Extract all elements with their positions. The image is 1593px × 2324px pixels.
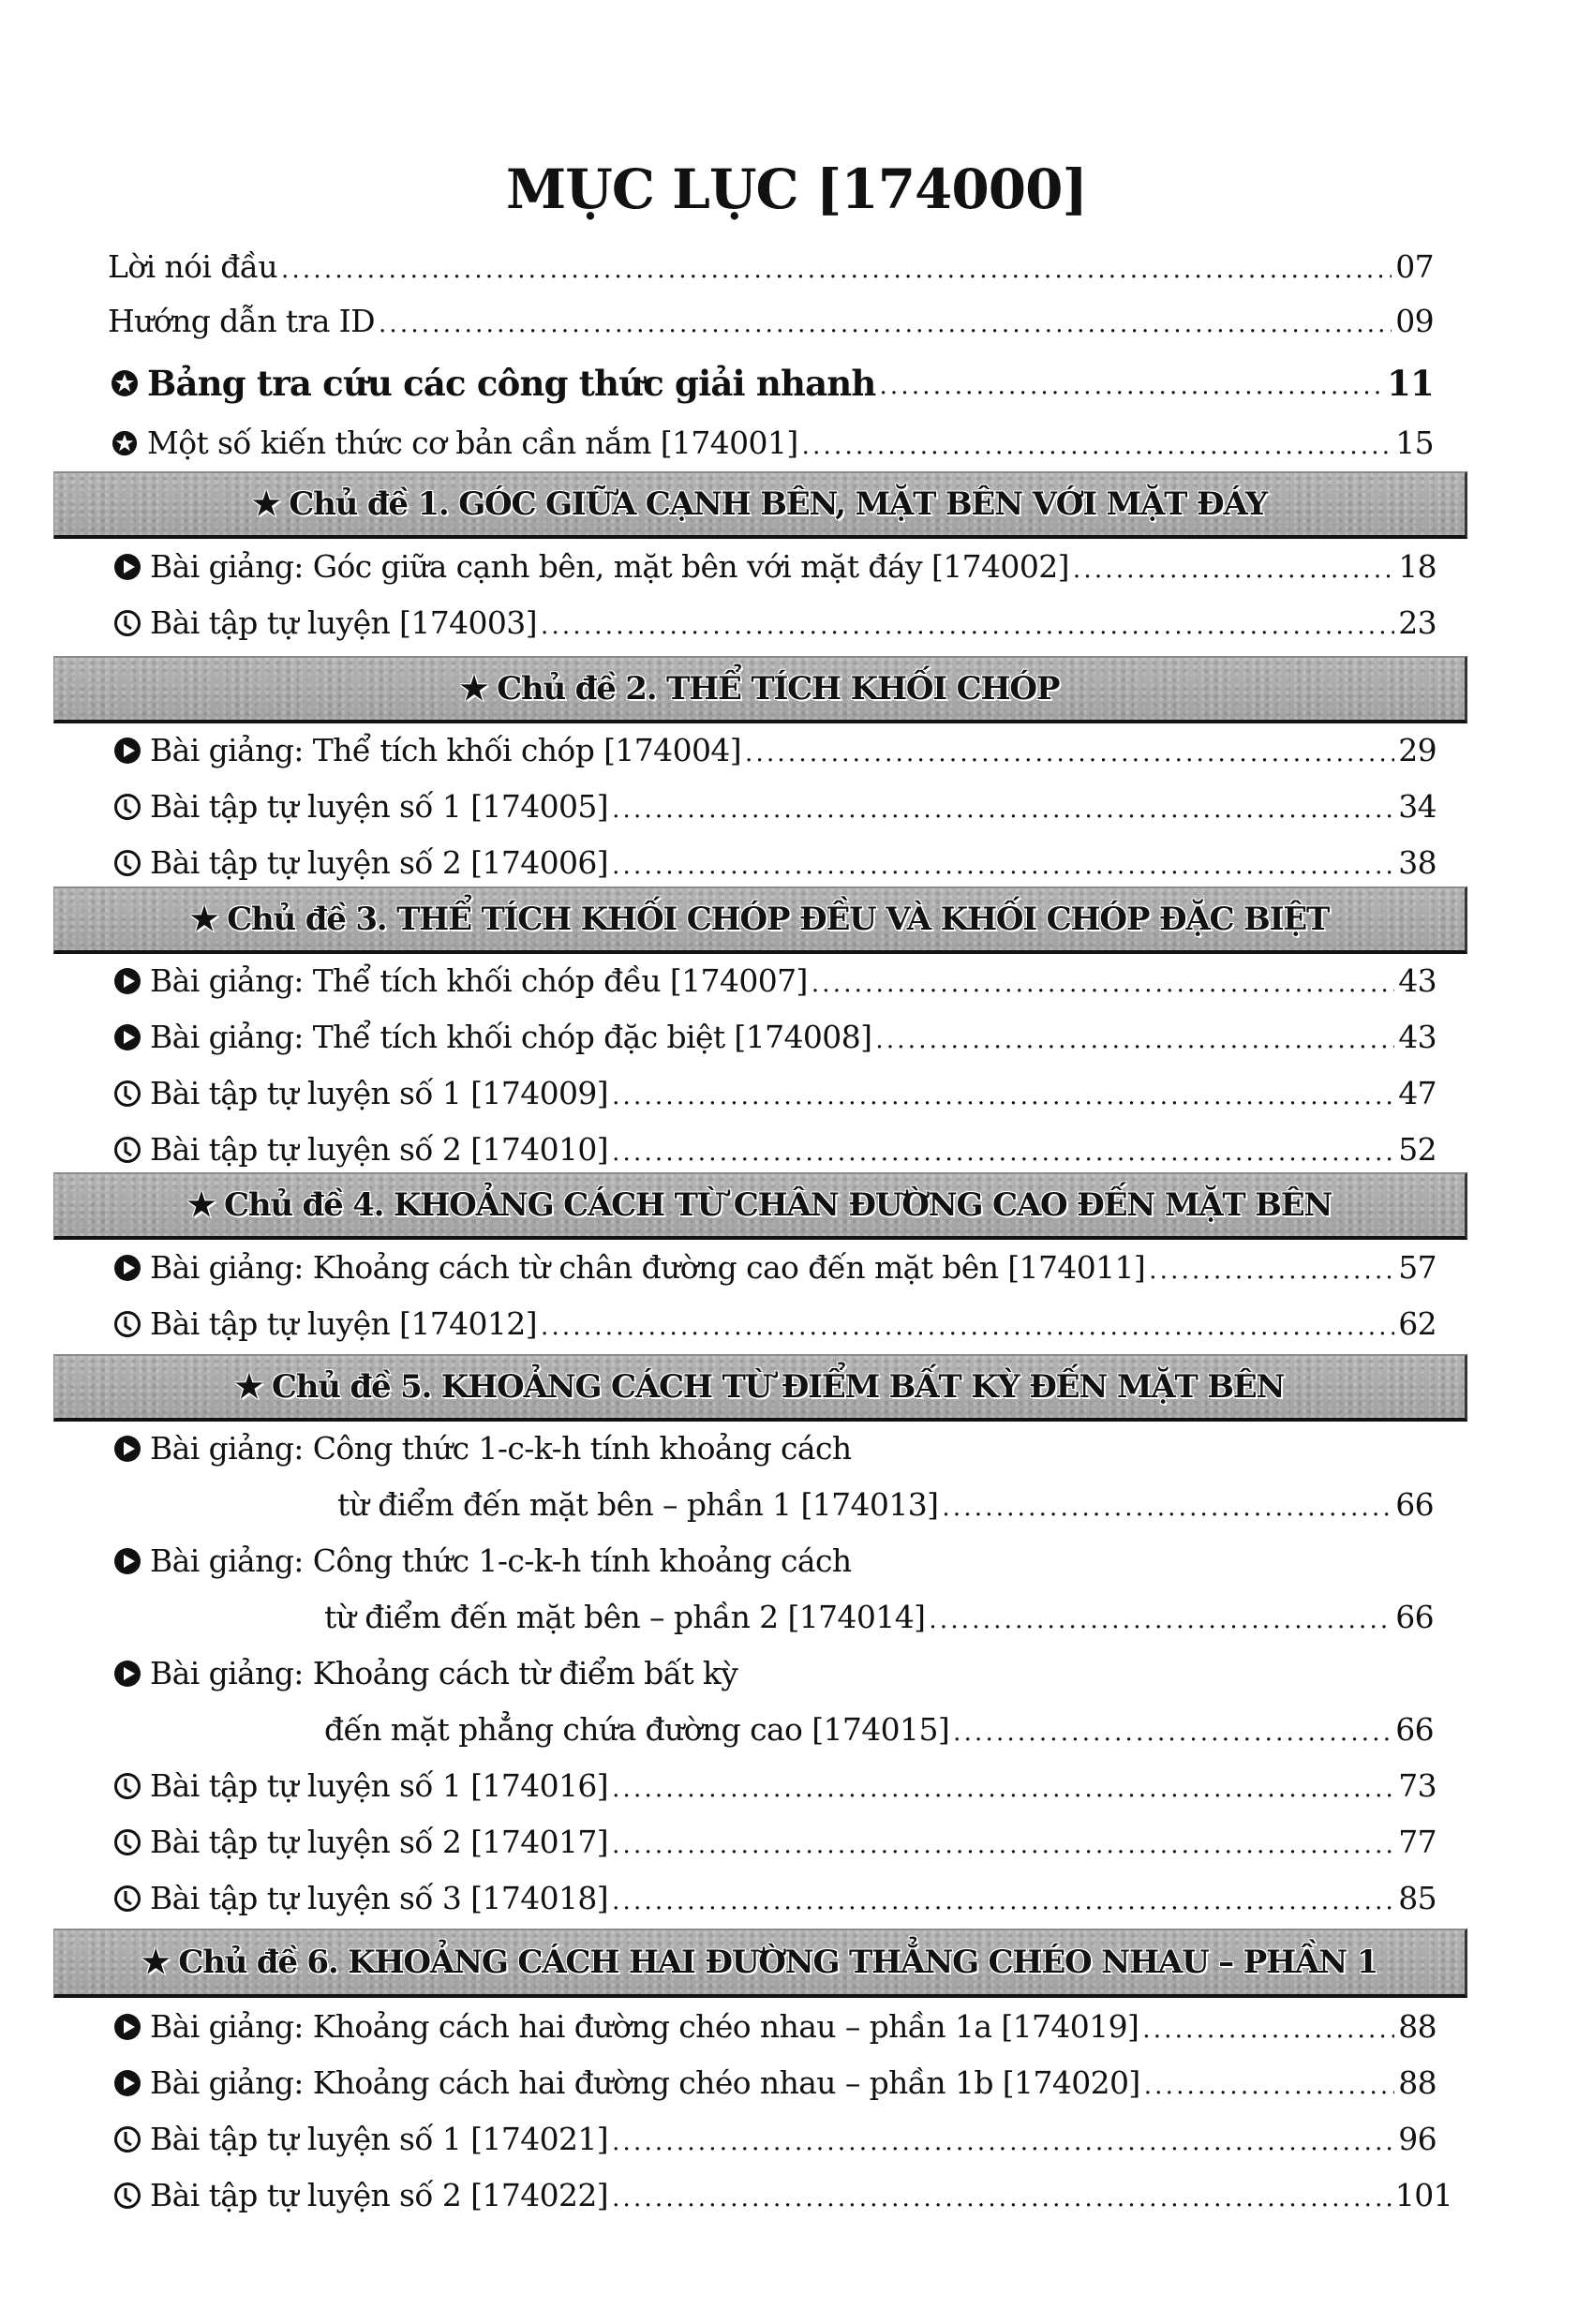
- entry-label: Lời nói đầu: [108, 248, 277, 285]
- toc-entry-lecture-line2[interactable]: [324, 1708, 1434, 1751]
- toc-entry-lecture[interactable]: [111, 729, 1437, 772]
- clock-icon: [111, 2174, 144, 2217]
- dot-leader: [745, 729, 1394, 772]
- dot-leader: [612, 1821, 1394, 1864]
- entry-label: Một số kiến thức cơ bản cần nắm [174001]: [147, 425, 798, 461]
- play-circle-icon: [111, 2005, 144, 2048]
- entry-label: Bài giảng: Công thức 1-c-k-h tính khoảng cách: [150, 1430, 852, 1467]
- page-number: 47: [1398, 1075, 1437, 1111]
- entry-label: Bài giảng: Thể tích khối chóp [174004]: [150, 732, 742, 768]
- toc-entry-exercise[interactable]: [111, 842, 1437, 885]
- dot-leader: [1073, 545, 1394, 588]
- chapter-heading: Chủ đề 5. KHOẢNG CÁCH TỪ ĐIỂM BẤT KỲ ĐẾN MẶT BÊN: [271, 1368, 1285, 1406]
- entry-label: Bài tập tự luyện [174012]: [150, 1305, 537, 1342]
- entry-label: Bài giảng: Thể tích khối chóp đặc biệt [174008]: [150, 1019, 872, 1055]
- page-title: MỤC LỤC [174000]: [506, 157, 1087, 221]
- chapter-banner-3[interactable]: [53, 886, 1467, 954]
- entry-label: Bài giảng: Khoảng cách từ chân đường cao đến mặt bên [174011]: [150, 1249, 1146, 1286]
- page-number: 07: [1395, 248, 1434, 285]
- entry-label: Bảng tra cứu các công thức giải nhanh: [147, 363, 876, 404]
- toc-entry-exercise[interactable]: [111, 2118, 1437, 2161]
- page-number: 29: [1398, 732, 1437, 768]
- toc-entry-lecture[interactable]: [111, 1246, 1437, 1289]
- entry-label: Bài tập tự luyện số 1 [174009]: [150, 1075, 609, 1111]
- play-circle-icon: [111, 960, 144, 1003]
- page-number: 96: [1398, 2121, 1437, 2157]
- page-number: 88: [1398, 2008, 1437, 2045]
- page-number: 85: [1398, 1880, 1437, 1916]
- dot-leader: [811, 960, 1394, 1003]
- star-icon: ★: [141, 1944, 170, 1981]
- toc-entry-exercise[interactable]: [111, 1821, 1437, 1864]
- dot-leader: [281, 246, 1392, 289]
- clock-icon: [111, 785, 144, 828]
- dot-leader: [953, 1708, 1392, 1751]
- toc-entry-lecture-line1[interactable]: [111, 1427, 851, 1470]
- entry-label: Hướng dẫn tra ID: [108, 303, 375, 339]
- page-number: 73: [1398, 1767, 1437, 1804]
- dot-leader: [1144, 2062, 1395, 2105]
- play-circle-icon: [111, 1427, 144, 1470]
- clock-icon: [111, 1821, 144, 1864]
- chapter-banner-5[interactable]: [53, 1354, 1467, 1422]
- clock-icon: [111, 1765, 144, 1808]
- toc-entry-preface[interactable]: [108, 246, 1434, 289]
- play-circle-icon: [111, 1016, 144, 1059]
- entry-label: Bài giảng: Khoảng cách từ điểm bất kỳ: [150, 1655, 738, 1691]
- page-number: 66: [1395, 1486, 1434, 1523]
- toc-entry-lecture-line2[interactable]: [337, 1483, 1434, 1527]
- toc-entry-lecture[interactable]: [111, 2062, 1437, 2105]
- entry-label: Bài giảng: Thể tích khối chóp đều [174007]: [150, 962, 808, 999]
- toc-entry-exercise[interactable]: [111, 785, 1437, 828]
- entry-label: Bài giảng: Góc giữa cạnh bên, mặt bên với mặt đáy [174002]: [150, 548, 1069, 585]
- entry-label: Bài giảng: Khoảng cách hai đường chéo nhau – phần 1a [174019]: [150, 2008, 1139, 2045]
- toc-entry-exercise[interactable]: [111, 1765, 1437, 1808]
- page-number: 88: [1398, 2064, 1437, 2101]
- dot-leader: [1149, 1246, 1394, 1289]
- dot-leader: [541, 602, 1394, 645]
- dot-leader: [612, 785, 1394, 828]
- entry-label: đến mặt phẳng chứa đường cao [174015]: [324, 1711, 950, 1748]
- dot-leader: [612, 1765, 1394, 1808]
- toc-entry-lecture-line1[interactable]: [111, 1652, 737, 1695]
- toc-entry-exercise[interactable]: [111, 2174, 1452, 2217]
- dot-leader: [379, 300, 1392, 343]
- dot-leader: [942, 1483, 1392, 1527]
- play-circle-icon: [111, 1246, 144, 1289]
- dot-leader: [802, 422, 1392, 465]
- entry-label: Bài tập tự luyện số 1 [174016]: [150, 1767, 609, 1804]
- star-icon: ★: [252, 485, 280, 523]
- toc-entry-lecture[interactable]: [111, 545, 1437, 588]
- clock-icon: [111, 842, 144, 885]
- page-number: 43: [1398, 962, 1437, 999]
- chapter-heading: Chủ đề 4. KHOẢNG CÁCH TỪ CHÂN ĐƯỜNG CAO ĐẾN MẶT BÊN: [223, 1186, 1332, 1224]
- entry-label: từ điểm đến mặt bên – phần 1 [174013]: [337, 1486, 939, 1523]
- toc-entry-lecture[interactable]: [111, 1016, 1437, 1059]
- dot-leader: [612, 1877, 1394, 1920]
- chapter-banner-6[interactable]: [53, 1929, 1467, 1998]
- clock-icon: [111, 2118, 144, 2161]
- toc-entry-lecture[interactable]: [111, 960, 1437, 1003]
- page-number: 57: [1398, 1249, 1437, 1286]
- entry-label: Bài tập tự luyện số 2 [174022]: [150, 2177, 609, 2213]
- play-circle-icon: [111, 729, 144, 772]
- toc-entry-exercise[interactable]: [111, 1128, 1437, 1171]
- dot-leader: [612, 842, 1394, 885]
- entry-label: Bài tập tự luyện số 2 [174006]: [150, 844, 609, 881]
- clock-icon: [111, 1128, 144, 1171]
- entry-label: Bài tập tự luyện số 2 [174010]: [150, 1131, 609, 1168]
- page-number: 11: [1387, 363, 1434, 404]
- entry-label: Bài tập tự luyện số 3 [174018]: [150, 1880, 609, 1916]
- star-circle-icon: [108, 422, 141, 465]
- page-number: 18: [1398, 548, 1437, 585]
- clock-icon: [111, 1877, 144, 1920]
- chapter-heading: Chủ đề 1. GÓC GIỮA CẠNH BÊN, MẶT BÊN VỚI MẶT ĐÁY: [289, 485, 1267, 523]
- dot-leader: [929, 1596, 1392, 1639]
- play-circle-icon: [111, 545, 144, 588]
- dot-leader: [879, 362, 1383, 405]
- page-number: 38: [1398, 844, 1437, 881]
- toc-entry-formula-table[interactable]: [108, 362, 1434, 405]
- dot-leader: [1142, 2005, 1394, 2048]
- chapter-banner-4[interactable]: [53, 1172, 1467, 1240]
- toc-entry-exercise[interactable]: [111, 1072, 1437, 1115]
- page-number: 43: [1398, 1019, 1437, 1055]
- dot-leader: [612, 1072, 1394, 1115]
- entry-label: Bài giảng: Công thức 1-c-k-h tính khoảng cách: [150, 1542, 852, 1579]
- entry-label: Bài tập tự luyện số 1 [174021]: [150, 2121, 609, 2157]
- clock-icon: [111, 1303, 144, 1346]
- play-circle-icon: [111, 1540, 144, 1583]
- dot-leader: [612, 2118, 1394, 2161]
- toc-entry-lecture[interactable]: [111, 2005, 1437, 2048]
- entry-label: từ điểm đến mặt bên – phần 2 [174014]: [324, 1599, 926, 1635]
- page-number: 15: [1395, 425, 1434, 461]
- chapter-heading: Chủ đề 3. THỂ TÍCH KHỐI CHÓP ĐỀU VÀ KHỐI CHÓP ĐẶC BIỆT: [227, 901, 1330, 938]
- star-icon: ★: [186, 1186, 215, 1224]
- star-icon: ★: [189, 901, 218, 938]
- page-number: 66: [1395, 1599, 1434, 1635]
- toc-entry-basic-knowledge[interactable]: [108, 422, 1434, 465]
- play-circle-icon: [111, 1652, 144, 1695]
- star-icon: ★: [459, 670, 488, 708]
- page-number: 77: [1398, 1824, 1437, 1860]
- play-circle-icon: [111, 2062, 144, 2105]
- clock-icon: [111, 602, 144, 645]
- page-number: 101: [1394, 2177, 1452, 2213]
- dot-leader: [612, 2174, 1392, 2217]
- entry-label: Bài tập tự luyện [174003]: [150, 604, 537, 641]
- chapter-heading: Chủ đề 2. THỂ TÍCH KHỐI CHÓP: [497, 670, 1060, 708]
- dot-leader: [875, 1016, 1394, 1059]
- toc-entry-exercise[interactable]: [111, 1303, 1437, 1346]
- star-icon: ★: [234, 1368, 262, 1406]
- toc-entry-id-guide[interactable]: [108, 300, 1434, 343]
- toc-entry-lecture-line1[interactable]: [111, 1540, 851, 1583]
- chapter-heading: Chủ đề 6. KHOẢNG CÁCH HAI ĐƯỜNG THẲNG CHÉO NHAU – PHẦN 1: [178, 1944, 1378, 1981]
- page-number: 52: [1398, 1131, 1437, 1168]
- chapter-banner-1[interactable]: [53, 471, 1467, 539]
- page-number: 62: [1398, 1305, 1437, 1342]
- toc-entry-exercise[interactable]: [111, 1877, 1437, 1920]
- page-number: 23: [1398, 604, 1437, 641]
- entry-label: Bài tập tự luyện số 1 [174005]: [150, 788, 609, 825]
- dot-leader: [612, 1128, 1394, 1171]
- page-number: 34: [1398, 788, 1437, 825]
- entry-label: Bài giảng: Khoảng cách hai đường chéo nhau – phần 1b [174020]: [150, 2064, 1140, 2101]
- star-circle-icon: [108, 362, 141, 405]
- chapter-banner-2[interactable]: [53, 656, 1467, 723]
- toc-entry-exercise[interactable]: [111, 602, 1437, 645]
- toc-entry-lecture-line2[interactable]: [324, 1596, 1434, 1639]
- clock-icon: [111, 1072, 144, 1115]
- page-number: 66: [1395, 1711, 1434, 1748]
- entry-label: Bài tập tự luyện số 2 [174017]: [150, 1824, 609, 1860]
- page-number: 09: [1395, 303, 1434, 339]
- dot-leader: [541, 1303, 1394, 1346]
